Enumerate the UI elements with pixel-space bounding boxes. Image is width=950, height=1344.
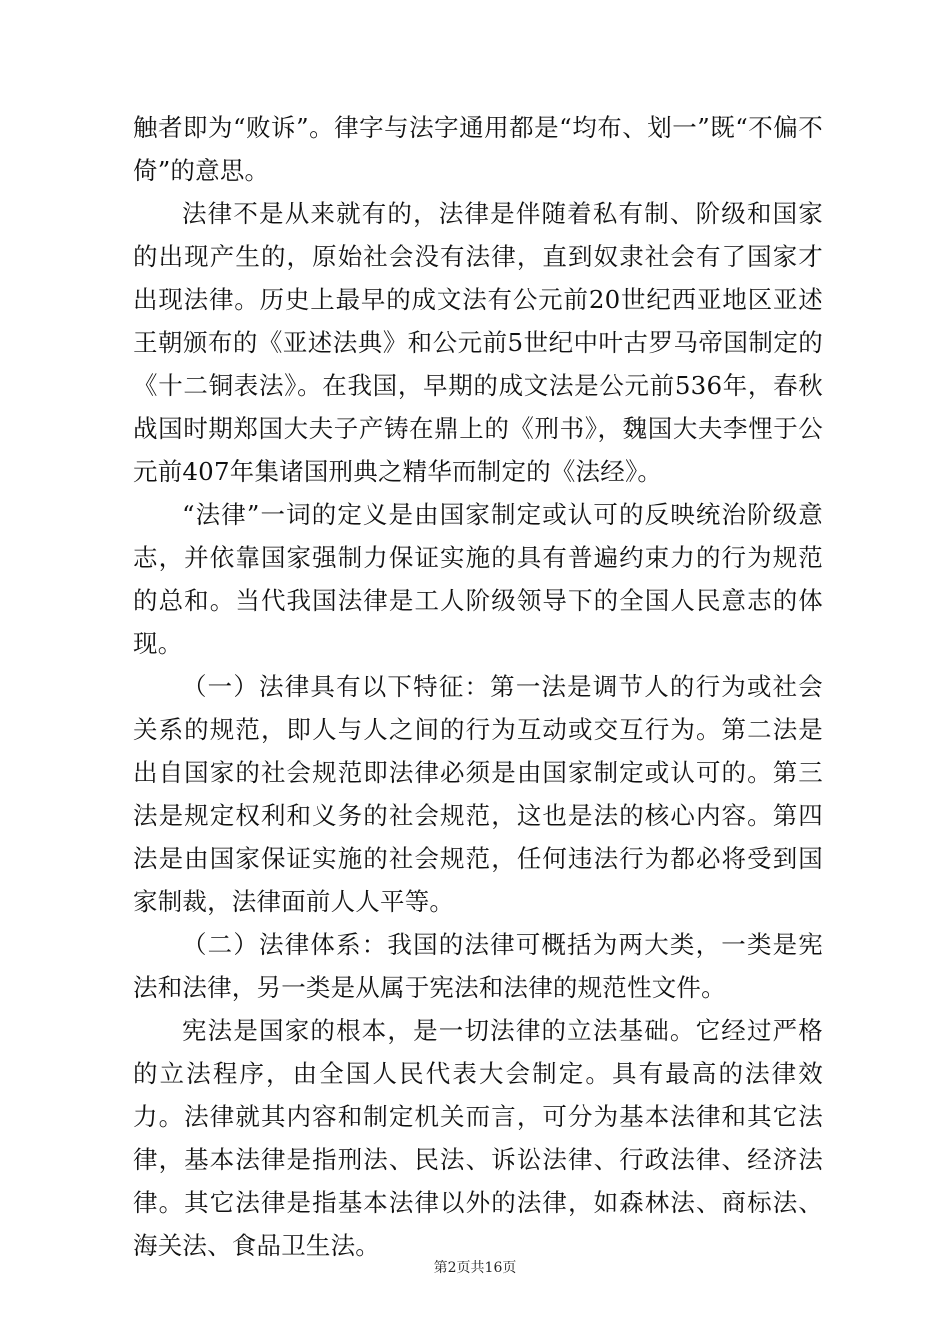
page-number-footer: 第2页共16页 <box>433 1260 517 1276</box>
paragraph-4: （一）法律具有以下特征：第一法是调节人的行为或社会关系的规范，即人与人之间的行为互动或交互行为。第二法是出自国家的社会规范即法律必须是由国家制定或认可的。第三法是规定权利和义务的社会规范，这也是法的核心内容。第四法是由国家保证实施的社会规范，任何违法行为都必将受到国家制裁，法律面前人人平等。 <box>133 672 823 916</box>
document-body <box>133 106 823 1267</box>
paragraph-1: 触者即为“败诉”。律字与法字通用都是“均布、划一”既“不偏不倚”的意思。 <box>133 113 823 185</box>
paragraph-5: （二）法律体系：我国的法律可概括为两大类，一类是宪法和法律，另一类是从属于宪法和法律的规范性文件。 <box>133 930 823 1002</box>
paragraph-2: 法律不是从来就有的，法律是伴随着私有制、阶级和国家的出现产生的，原始社会没有法律，直到奴隶社会有了国家才出现法律。历史上最早的成文法有公元前20世纪西亚地区亚述王朝颁布的《亚述法典》和公元前5世纪中叶古罗马帝国制定的《十二铜表法》。在我国，早期的成文法是公元前536年，春秋战国时期郑国大夫子产铸在鼎上的《刑书》，魏国大夫李悝于公元前407年集诸国刑典之精华而制定的《法经》。 <box>133 199 823 486</box>
paragraph-3: “法律”一词的定义是由国家制定或认可的反映统治阶级意志，并依靠国家强制力保证实施的具有普遍约束力的行为规范的总和。当代我国法律是工人阶级领导下的全国人民意志的体现。 <box>133 500 823 658</box>
paragraph-6: 宪法是国家的根本，是一切法律的立法基础。它经过严格的立法程序，由全国人民代表大会制定。具有最高的法律效力。法律就其内容和制定机关而言，可分为基本法律和其它法律，基本法律是指刑法、民法、诉讼法律、行政法律、经济法律。其它法律是指基本法律以外的法律，如森林法、商标法、海关法、食品卫生法。 <box>133 1016 823 1260</box>
